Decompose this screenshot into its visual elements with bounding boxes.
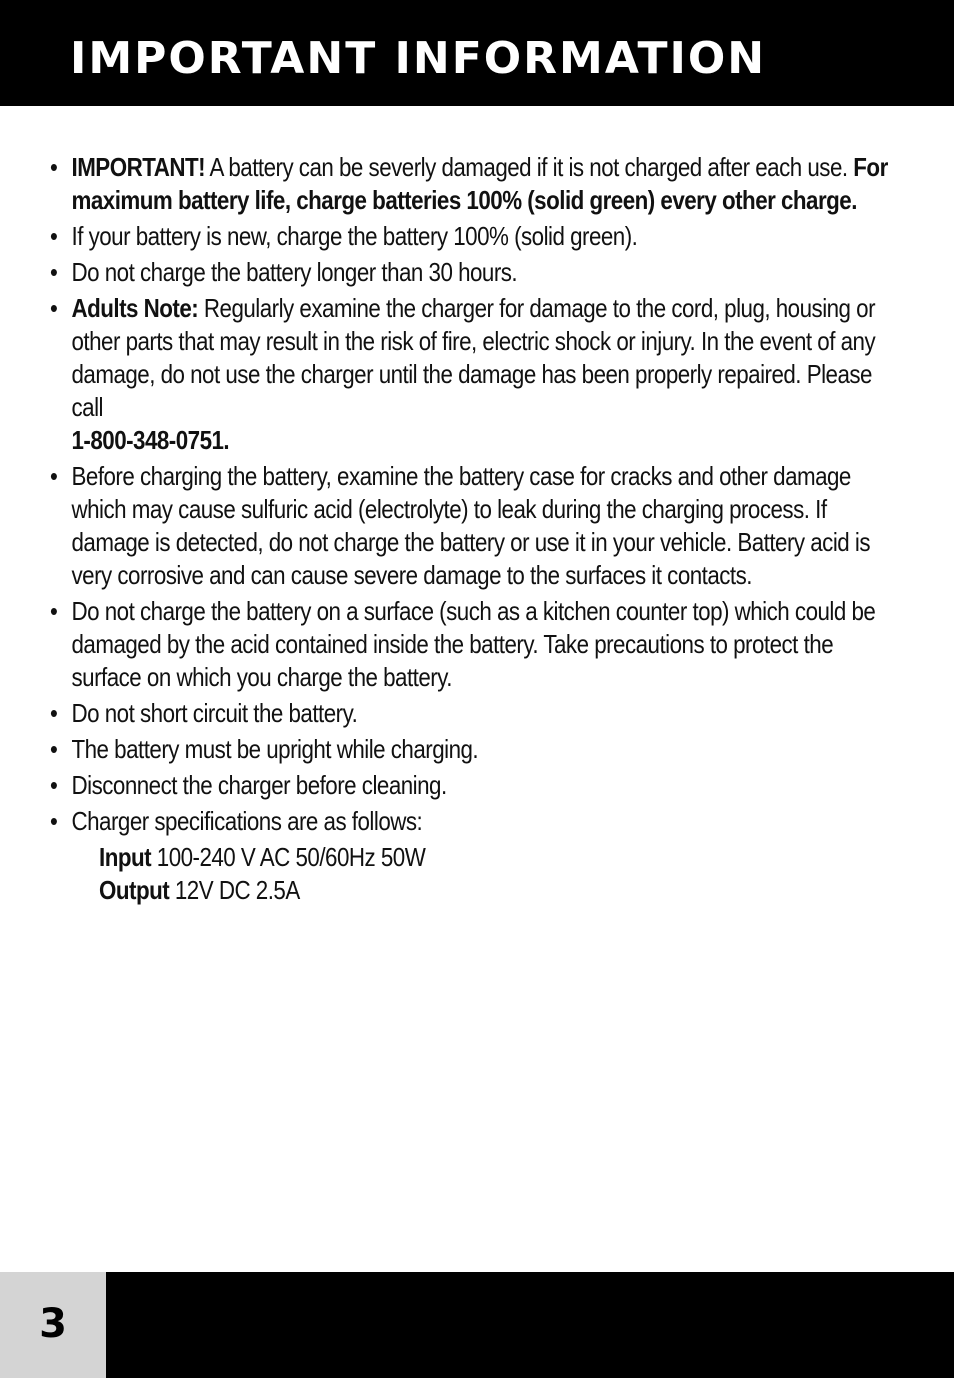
list-item [50, 151, 901, 217]
bullet-icon: • [50, 257, 58, 287]
bullet-icon: • [50, 461, 58, 491]
list-item-text: Charger specifications are as follows: [71, 806, 423, 836]
bullet-icon: • [50, 293, 58, 323]
list-item-text: Disconnect the charger before cleaning. [71, 770, 447, 800]
page-number: 3 [39, 1301, 67, 1347]
bullet-icon: • [50, 770, 58, 800]
list-item-text: A battery can be severly damaged if it is not charged after each use. [205, 152, 854, 182]
charger-specifications [50, 841, 901, 907]
bullet-icon: • [50, 734, 58, 764]
input-spec [99, 841, 901, 874]
bullet-icon: • [50, 221, 58, 251]
list-item [50, 256, 901, 289]
list-item [50, 697, 901, 730]
list-item [50, 460, 901, 592]
support-phone-number: 1-800-348-0751. [71, 425, 230, 455]
list-item-text: Do not charge the battery longer than 30 hours. [71, 257, 518, 287]
bullet-icon: • [50, 698, 58, 728]
adults-note-label: Adults Note: [71, 293, 199, 323]
list-item-text: Regularly examine the charger for damage to the cord, plug, housing or other parts that may result in the risk of fire, electric shock or injury. In the event of any damage, do not use the charger until the damage has been properly repaired. Please call [71, 293, 876, 422]
list-item [50, 769, 901, 802]
list-item-text: Do not short circuit the battery. [71, 698, 358, 728]
input-label: Input [99, 842, 152, 872]
page-number-box [0, 1272, 106, 1378]
bullet-icon: • [50, 806, 58, 836]
list-item [50, 733, 901, 766]
output-value: 12V DC 2.5A [169, 875, 300, 905]
important-information-list [50, 151, 901, 907]
list-item-text: If your battery is new, charge the battery 100% (solid green). [71, 221, 638, 251]
footer-band [106, 1272, 954, 1378]
list-item-text: Do not charge the battery on a surface (such as a kitchen counter top) which could be damaged by the acid contained inside the battery. Take precautions to protect the surface on which you charge the battery. [71, 596, 876, 692]
list-item [50, 595, 901, 694]
list-item [50, 805, 901, 838]
list-item [50, 292, 901, 457]
bullet-icon: • [50, 152, 58, 182]
output-label: Output [99, 875, 170, 905]
list-item-text: Before charging the battery, examine the battery case for cracks and other damage which may cause sulfuric acid (electrolyte) to leak during the charging process. If damage is detected, do not charge the battery or use it in your vehicle. Battery acid is very corrosive and can cause severe damage to the surfaces it contacts. [71, 461, 871, 590]
bullet-icon: • [50, 596, 58, 626]
input-value: 100-240 V AC 50/60Hz 50W [151, 842, 426, 872]
list-item [50, 220, 901, 253]
page-title: IMPORTANT INFORMATION [70, 33, 767, 84]
list-item-text: The battery must be upright while charging. [71, 734, 479, 764]
header-band [0, 0, 954, 106]
output-spec [99, 874, 901, 907]
important-label: IMPORTANT! [71, 152, 206, 182]
battery-life-note: For maximum battery life, charge batteries 100% (solid green) every other charge. [71, 152, 888, 215]
